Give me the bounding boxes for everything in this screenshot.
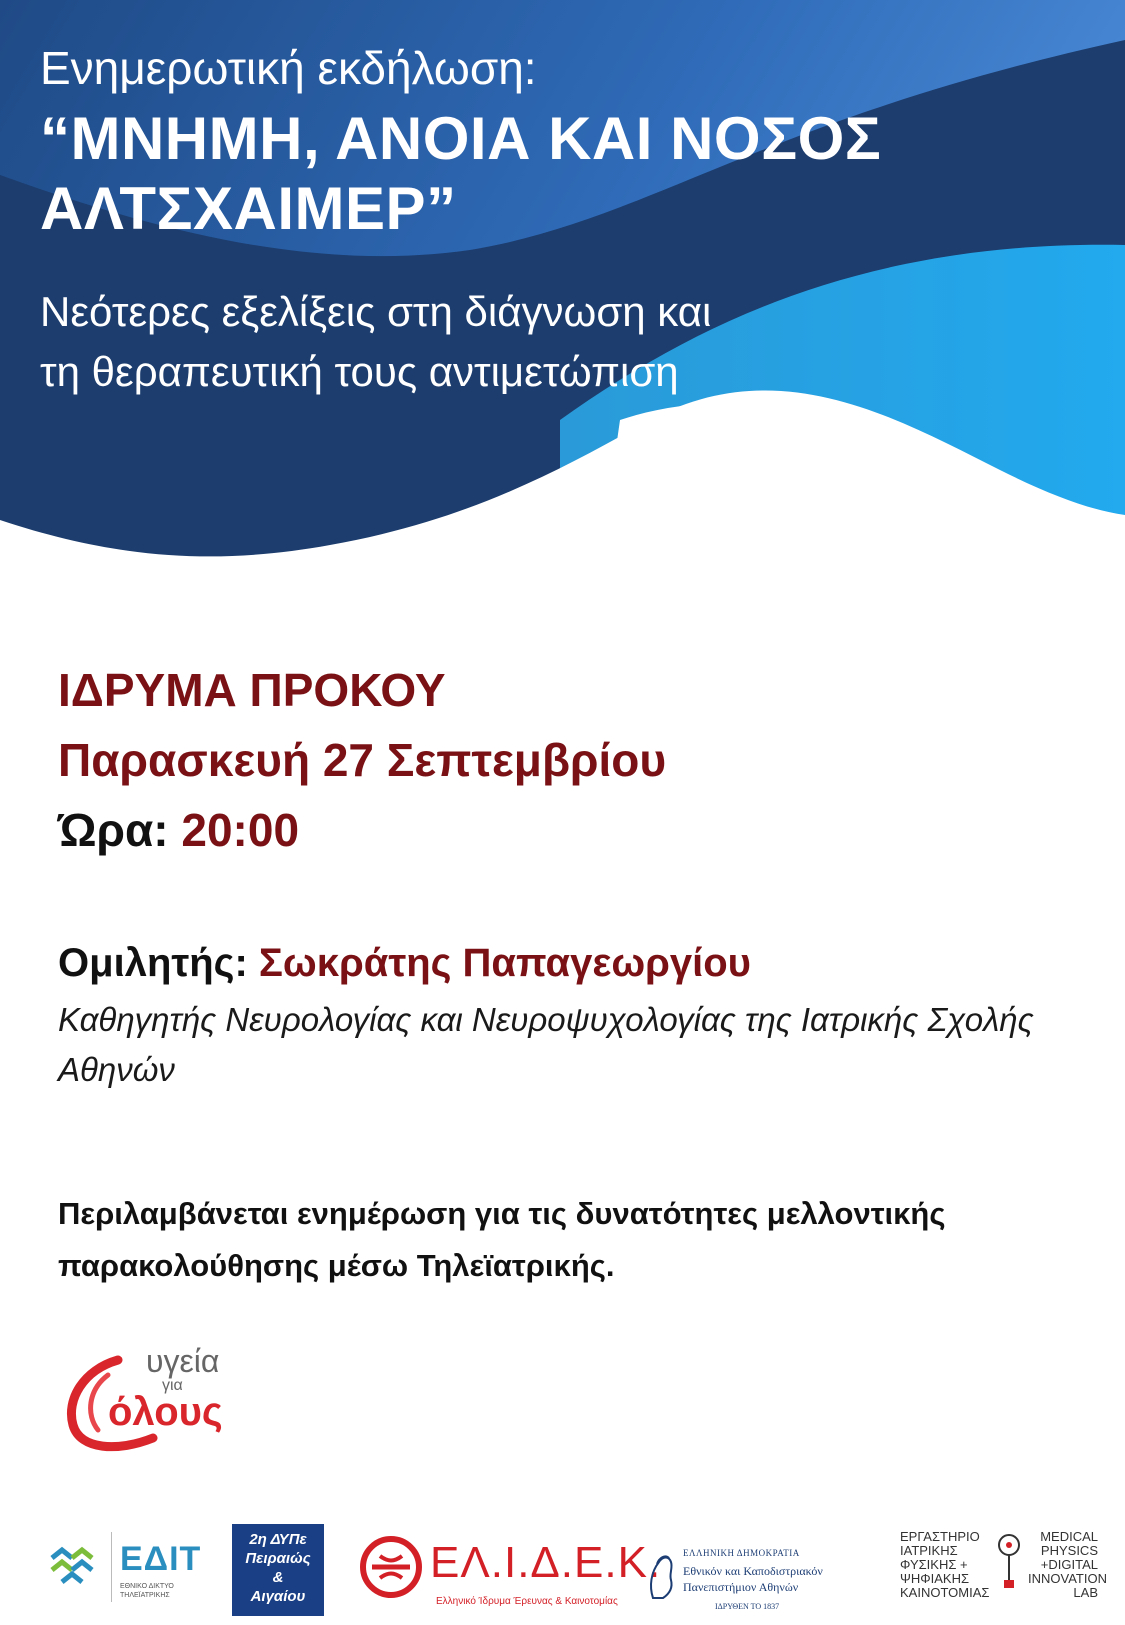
edit-logo <box>45 1520 202 1620</box>
uoa-logo-line-2: Εθνικόν και Καποδιστριακόν <box>683 1564 823 1578</box>
lab-logo-greek-text: ΕΡΓΑΣΤΗΡΙΟ ΙΑΤΡΙΚΗΣ ΦΥΣΙΚΗΣ + ΨΗΦΙΑΚΗΣ ΚΑΙΝΟΤΟΜΙΑΣ <box>900 1529 990 1600</box>
event-subtitle: Νεότερες εξελίξεις στη διάγνωση και τη θεραπευτική τους αντιμετώπιση <box>40 288 712 395</box>
lab-logo-english-text: MEDICAL PHYSICS +DIGITAL INNOVATION LAB <box>1028 1529 1107 1600</box>
speaker-role: Καθηγητής Νευρολογίας και Νευροψυχολογίας της Ιατρικής Σχολής Αθηνών <box>58 1001 1034 1088</box>
time-label: Ώρα: <box>58 804 182 856</box>
time-value: 20:00 <box>181 804 300 856</box>
telemedicine-note: Περιλαμβάνεται ενημέρωση για τις δυνατότητες μελλοντικής παρακολούθησης μέσω Τηλεϊατρικής. <box>58 1196 946 1283</box>
lightbulb-icon <box>992 1530 1026 1590</box>
logo-word-1: υγεία <box>146 1343 220 1379</box>
elidek-emblem-icon <box>358 1534 424 1600</box>
logo-word-3: όλους <box>108 1390 223 1434</box>
event-label: Ενημερωτική εκδήλωση: <box>40 42 537 94</box>
logo-word-2: για <box>162 1377 183 1394</box>
event-title: “ΜΝΗΜΗ, ΑΝΟΙΑ ΚΑΙ ΝΟΣΟΣ ΑΛΤΣΧΑΙΜΕΡ” <box>40 105 882 242</box>
speaker-section <box>58 935 1098 1095</box>
edit-logo-divider <box>111 1532 112 1602</box>
edit-logo-name: ΕΔΙΤ <box>120 1540 202 1578</box>
event-time <box>58 795 1098 865</box>
event-details <box>58 655 1098 865</box>
venue: ΙΔΡΥΜΑ ΠΡΟΚΟΥ <box>58 664 446 716</box>
medical-physics-lab-logo <box>900 1520 1107 1620</box>
dype-logo-text: 2η ΔΥΠε Πειραιώς & Αιγαίου <box>245 1531 311 1605</box>
speaker-label: Ομιλητής: <box>58 941 259 985</box>
event-date: Παρασκευή 27 Σεπτεμβρίου <box>58 734 667 786</box>
partner-logos <box>40 1520 1107 1620</box>
uoa-logo-line-3: Πανεπιστήμιον Αθηνών <box>683 1580 799 1594</box>
athena-head-icon <box>645 1550 677 1602</box>
edit-logo-icon <box>47 1540 107 1600</box>
uoa-logo-line-1: ΕΛΛΗΝΙΚΗ ΔΗΜΟΚΡΑΤΙΑ <box>683 1548 800 1558</box>
uoa-logo-line-4: ΙΔΡΥΘΕΝ ΤΟ 1837 <box>715 1602 780 1611</box>
elidek-logo-name: ΕΛ.Ι.Δ.Ε.Κ. <box>430 1538 662 1587</box>
header-text <box>40 40 1080 402</box>
speaker-name: Σωκράτης Παπαγεωργίου <box>258 941 751 985</box>
elidek-logo-subtitle: Ελληνικό Ίδρυμα Έρευνας & Καινοτομίας <box>436 1596 618 1607</box>
ygeia-gia-olous-logo-mark <box>58 1340 238 1460</box>
edit-logo-subtitle: ΕΘΝΙΚΟ ΔΙΚΤΥΟ ΤΗΛΕΪΑΤΡΙΚΗΣ <box>120 1583 174 1599</box>
uoa-logo <box>645 1520 875 1620</box>
dype-logo <box>232 1524 324 1616</box>
elidek-logo <box>358 1520 662 1620</box>
ygeia-gia-olous-logo <box>58 1340 238 1460</box>
speaker-line <box>58 935 1098 991</box>
